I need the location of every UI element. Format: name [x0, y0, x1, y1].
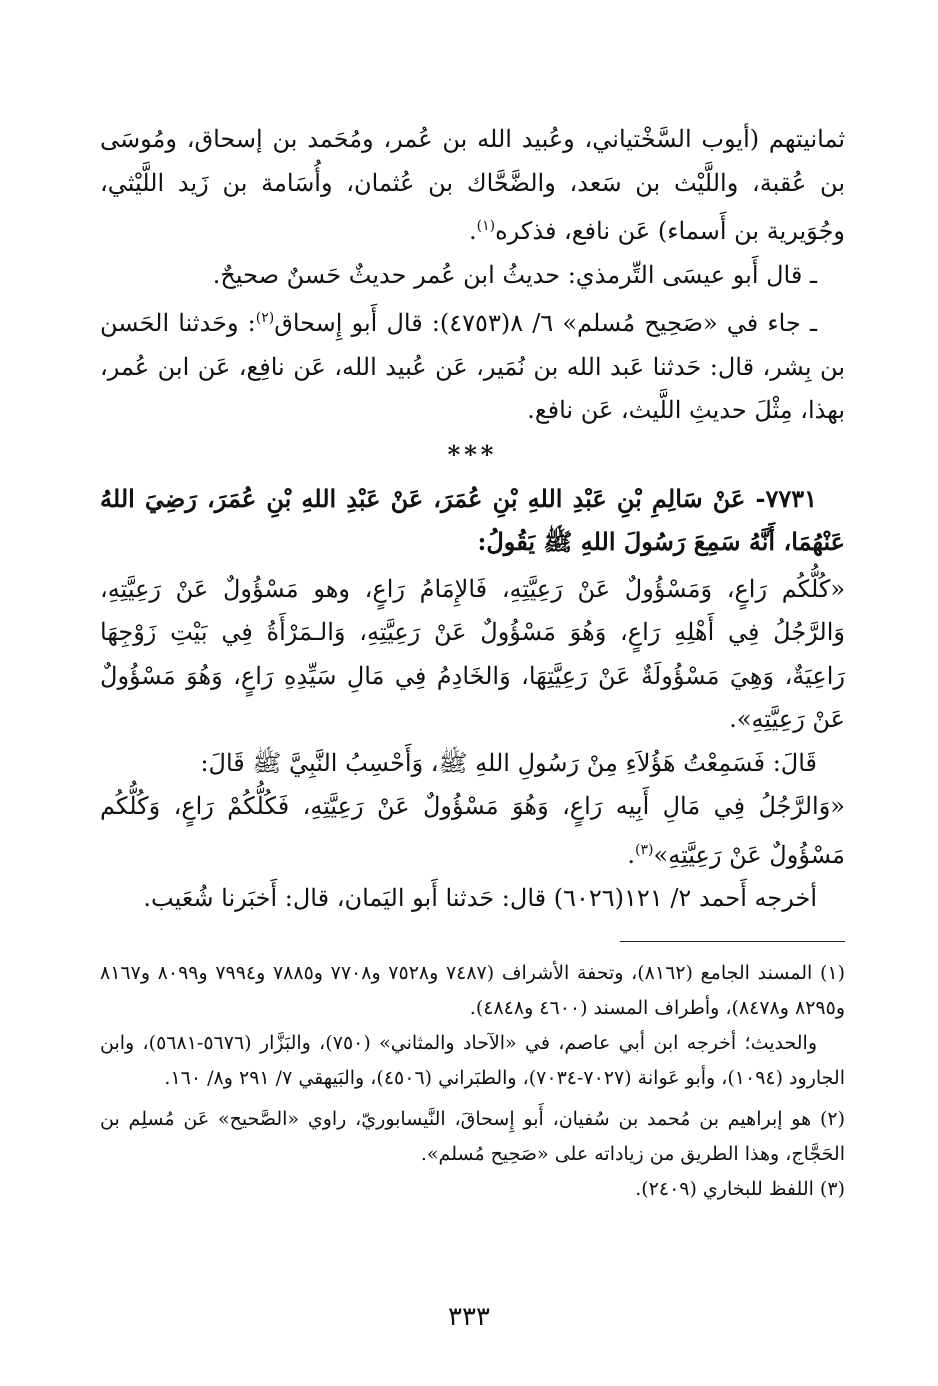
paragraph-narrators — [100, 118, 845, 254]
paragraph-muslim — [100, 297, 845, 433]
section-separator: *** — [447, 439, 498, 469]
paragraph-ahmad: أخرجه أَحمد ٢/ ١٢١(٦٠٢٦) قال: حَدثنا أَبو اليَمان، قال: أَخبَرنا شُعَيب. — [143, 884, 817, 912]
muslim-text: ـ جاء في «صَحِيح مُسلم» ٦/ ٨(٤٧٥٣): قال أَبو إِسحاق — [274, 309, 817, 337]
footnote-ref-2: (٢) — [255, 310, 275, 326]
hadith-paragraph-3 — [100, 785, 845, 877]
footnote-1: (١) المسند الجامع (٨١٦٢)، وتحفة الأشراف (٧٤٨٧ و٧٥٢٨ و٧٧٠٨ و٧٨٨٥ و٧٩٩٤ و٨٠٩٩ و٨١٦٧ و٨٢٩٥ و٨٤٧٨)، وأطراف المسند (٤٦٠٠ و٤٨٤٨). — [100, 961, 846, 1019]
hadith-3-text: «وَالرَّجُلُ فِي مَالِ أَبِيه رَاعٍ، وَهُوَ مَسْؤُولٌ عَنْ رَعِيَّتِهِ، فَكُلُّكُمْ رَاعٍ، وَكُلُّكُم مَسْؤُولٌ عَنْ رَعِيَّتِهِ» — [100, 792, 845, 869]
paragraph-tirmidhi: ـ قال أَبو عيسَى التِّرمذي: حديثُ ابن عُمر حديثٌ حَسنٌ صحيحٌ. — [212, 260, 817, 289]
footnote-divider — [620, 941, 845, 942]
footnote-ref-1: (١) — [476, 218, 496, 234]
footnotes — [100, 956, 845, 1207]
hadith-heading: ٧٧٣١- عَنْ سَالِمِ بْنِ عَبْدِ اللهِ بْنِ عُمَرَ، عَنْ عَبْدِ اللهِ بْنِ عُمَرَ، رَضِيَ اللهُ عَنْهُمَا، أَنَّهُ سَمِعَ رَسُولَ اللهِ ﷺ يَقُولُ: — [100, 483, 845, 556]
footnote-3: (٣) اللفظ للبخاري (٢٤٠٩). — [635, 1177, 845, 1200]
footnote-2: (٢) هو إبراهيم بن مُحمد بن سُفيان، أَبو إِسحاقَ، النَّيسابوريّ، راوي «الصَّحيح» عَن مُسلِم بن الحَجَّاج، وهذا الطريق من زياداته على «صَحِيح مُسلم». — [100, 1107, 845, 1165]
narrators-text: ثمانيتهم (أيوب السَّخْتياني، وعُبيد الله بن عُمر، ومُحَمد بن إسحاق، ومُوسَى بن عُقبة، واللَّيْث بن سَعد، والضَّحَّاك بن عُثمان، وأُسَامة بن زَيد اللَّيْثي، وجُوَيرية بن أَسماء) عَن نافع، فذكره — [100, 125, 845, 245]
footnote-1-continued: والحديث؛ أخرجه ابن أبي عاصم، في «الآحاد والمثاني» (٧٥٠)، والبَزَّار (٥٦٧٦-٥٦٨١)، وابن الجارود (١٠٩٤)، وأبو عَوانة (٧٠٢٧-٧٠٣٤)، والطبَراني (٤٥٠٦)، والبَيهقي ٧/ ٢٩١ و٨/ ١٦٠. — [100, 1031, 845, 1089]
page — [100, 118, 845, 1358]
hadith-3-end: . — [627, 840, 636, 869]
narrators-end: . — [469, 217, 477, 245]
main-text — [100, 118, 845, 921]
hadith-paragraph-2: قَالَ: فَسَمِعْتُ هَؤُلاَءِ مِنْ رَسُولِ اللهِ ﷺ، وَأَحْسِبُ النَّبِيَّ ﷺ قَالَ: — [200, 748, 817, 777]
muslim-rest: : وحَدثنا الحَسن بن بِشر، قال: حَدثنا عَبد الله بن نُمَير، عَن عُبيد الله، عَن نافِع، عَن ابن عُمر، بهذا، مِثْلَ حديثِ اللَّيث، عَن نافع. — [100, 309, 845, 424]
footnote-ref-3: (٣) — [635, 841, 654, 858]
hadith-paragraph-1: «كُلُّكُم رَاعٍ، وَمَسْؤُولٌ عَنْ رَعِيَّتِهِ، فَالإِمَامُ رَاعٍ، وهو مَسْؤُولٌ عَنْ رَعِيَّتِهِ، وَالرَّجُلُ فِي أَهْلِهِ رَاعٍ، وَهُوَ مَسْؤُولٌ عَنْ رَعِيَّتِهِ، وَالـمَرْأَةُ فِي بَيْتِ زَوْجِهَا رَاعِيَةٌ، وَهِيَ مَسْؤُولَةٌ عَنْ رَعِيَّتِهَا، وَالخَادِمُ فِي مَالِ سَيِّدِهِ رَاعٍ، وَهُوَ مَسْؤُولٌ عَنْ رَعِيَّتِهِ». — [100, 574, 845, 733]
page-number: ٣٣٣ — [448, 1302, 490, 1332]
